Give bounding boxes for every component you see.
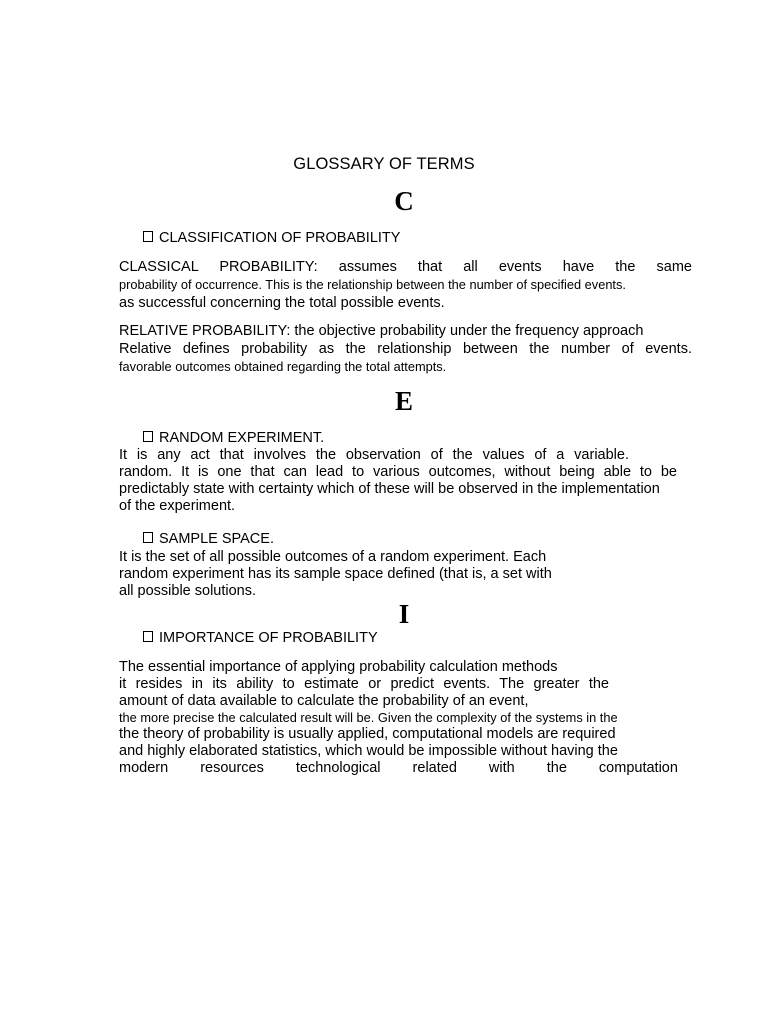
- bullet-heading-sample-space: [143, 531, 274, 547]
- importance-line-7: modern resources technological related with the computation: [119, 760, 678, 776]
- bullet-heading-importance: [143, 630, 378, 646]
- random-line-1: It is any act that involves the observation of the values of a variable.: [119, 447, 629, 463]
- importance-line-1: The essential importance of applying probability calculation methods: [119, 659, 558, 675]
- importance-line-5: the theory of probability is usually applied, computational models are required: [119, 726, 616, 742]
- importance-line-4: the more precise the calculated result will be. Given the complexity of the systems in the: [119, 710, 618, 725]
- sample-line-2: random experiment has its sample space defined (that is, a set with: [119, 566, 552, 582]
- relative-line-1: RELATIVE PROBABILITY: the objective probability under the frequency approach: [119, 323, 644, 339]
- classical-line-3: as successful concerning the total possible events.: [119, 295, 445, 311]
- bullet-heading-classification: [143, 230, 400, 246]
- sample-line-1: It is the set of all possible outcomes of a random experiment. Each: [119, 549, 547, 565]
- section-letter-c: C: [394, 186, 414, 216]
- relative-line-3: favorable outcomes obtained regarding the total attempts.: [119, 359, 447, 374]
- classical-line-1: CLASSICAL PROBABILITY: assumes that all events have the same: [119, 259, 692, 275]
- relative-line-2: Relative defines probability as the relationship between the number of events.: [119, 341, 692, 357]
- random-line-4: of the experiment.: [119, 498, 236, 514]
- section-letter-e: E: [394, 386, 413, 416]
- heading-text: CLASSIFICATION OF PROBABILITY: [159, 230, 401, 246]
- random-line-3: predictably state with certainty which of these will be observed in the implementation: [119, 481, 660, 497]
- checkbox-bullet-icon: [143, 631, 153, 642]
- importance-line-2: it resides in its ability to estimate or predict events. The greater the: [119, 676, 609, 692]
- classical-line-2: probability of occurrence. This is the relationship between the number of specified events.: [119, 277, 626, 292]
- sample-line-3: all possible solutions.: [119, 583, 257, 599]
- importance-line-3: amount of data available to calculate the probability of an event,: [119, 693, 529, 709]
- checkbox-bullet-icon: [143, 231, 153, 242]
- checkbox-bullet-icon: [143, 431, 153, 442]
- heading-text: IMPORTANCE OF PROBABILITY: [159, 630, 378, 646]
- bullet-heading-random-experiment: [143, 430, 324, 446]
- heading-text: RANDOM EXPERIMENT.: [159, 430, 325, 446]
- importance-line-6: and highly elaborated statistics, which would be impossible without having the: [119, 743, 618, 759]
- page-title: GLOSSARY OF TERMS: [293, 155, 475, 173]
- random-line-2: random. It is one that can lead to various outcomes, without being able to be: [119, 464, 677, 480]
- heading-text: SAMPLE SPACE.: [159, 531, 274, 547]
- checkbox-bullet-icon: [143, 532, 153, 543]
- section-letter-i: I: [398, 599, 410, 629]
